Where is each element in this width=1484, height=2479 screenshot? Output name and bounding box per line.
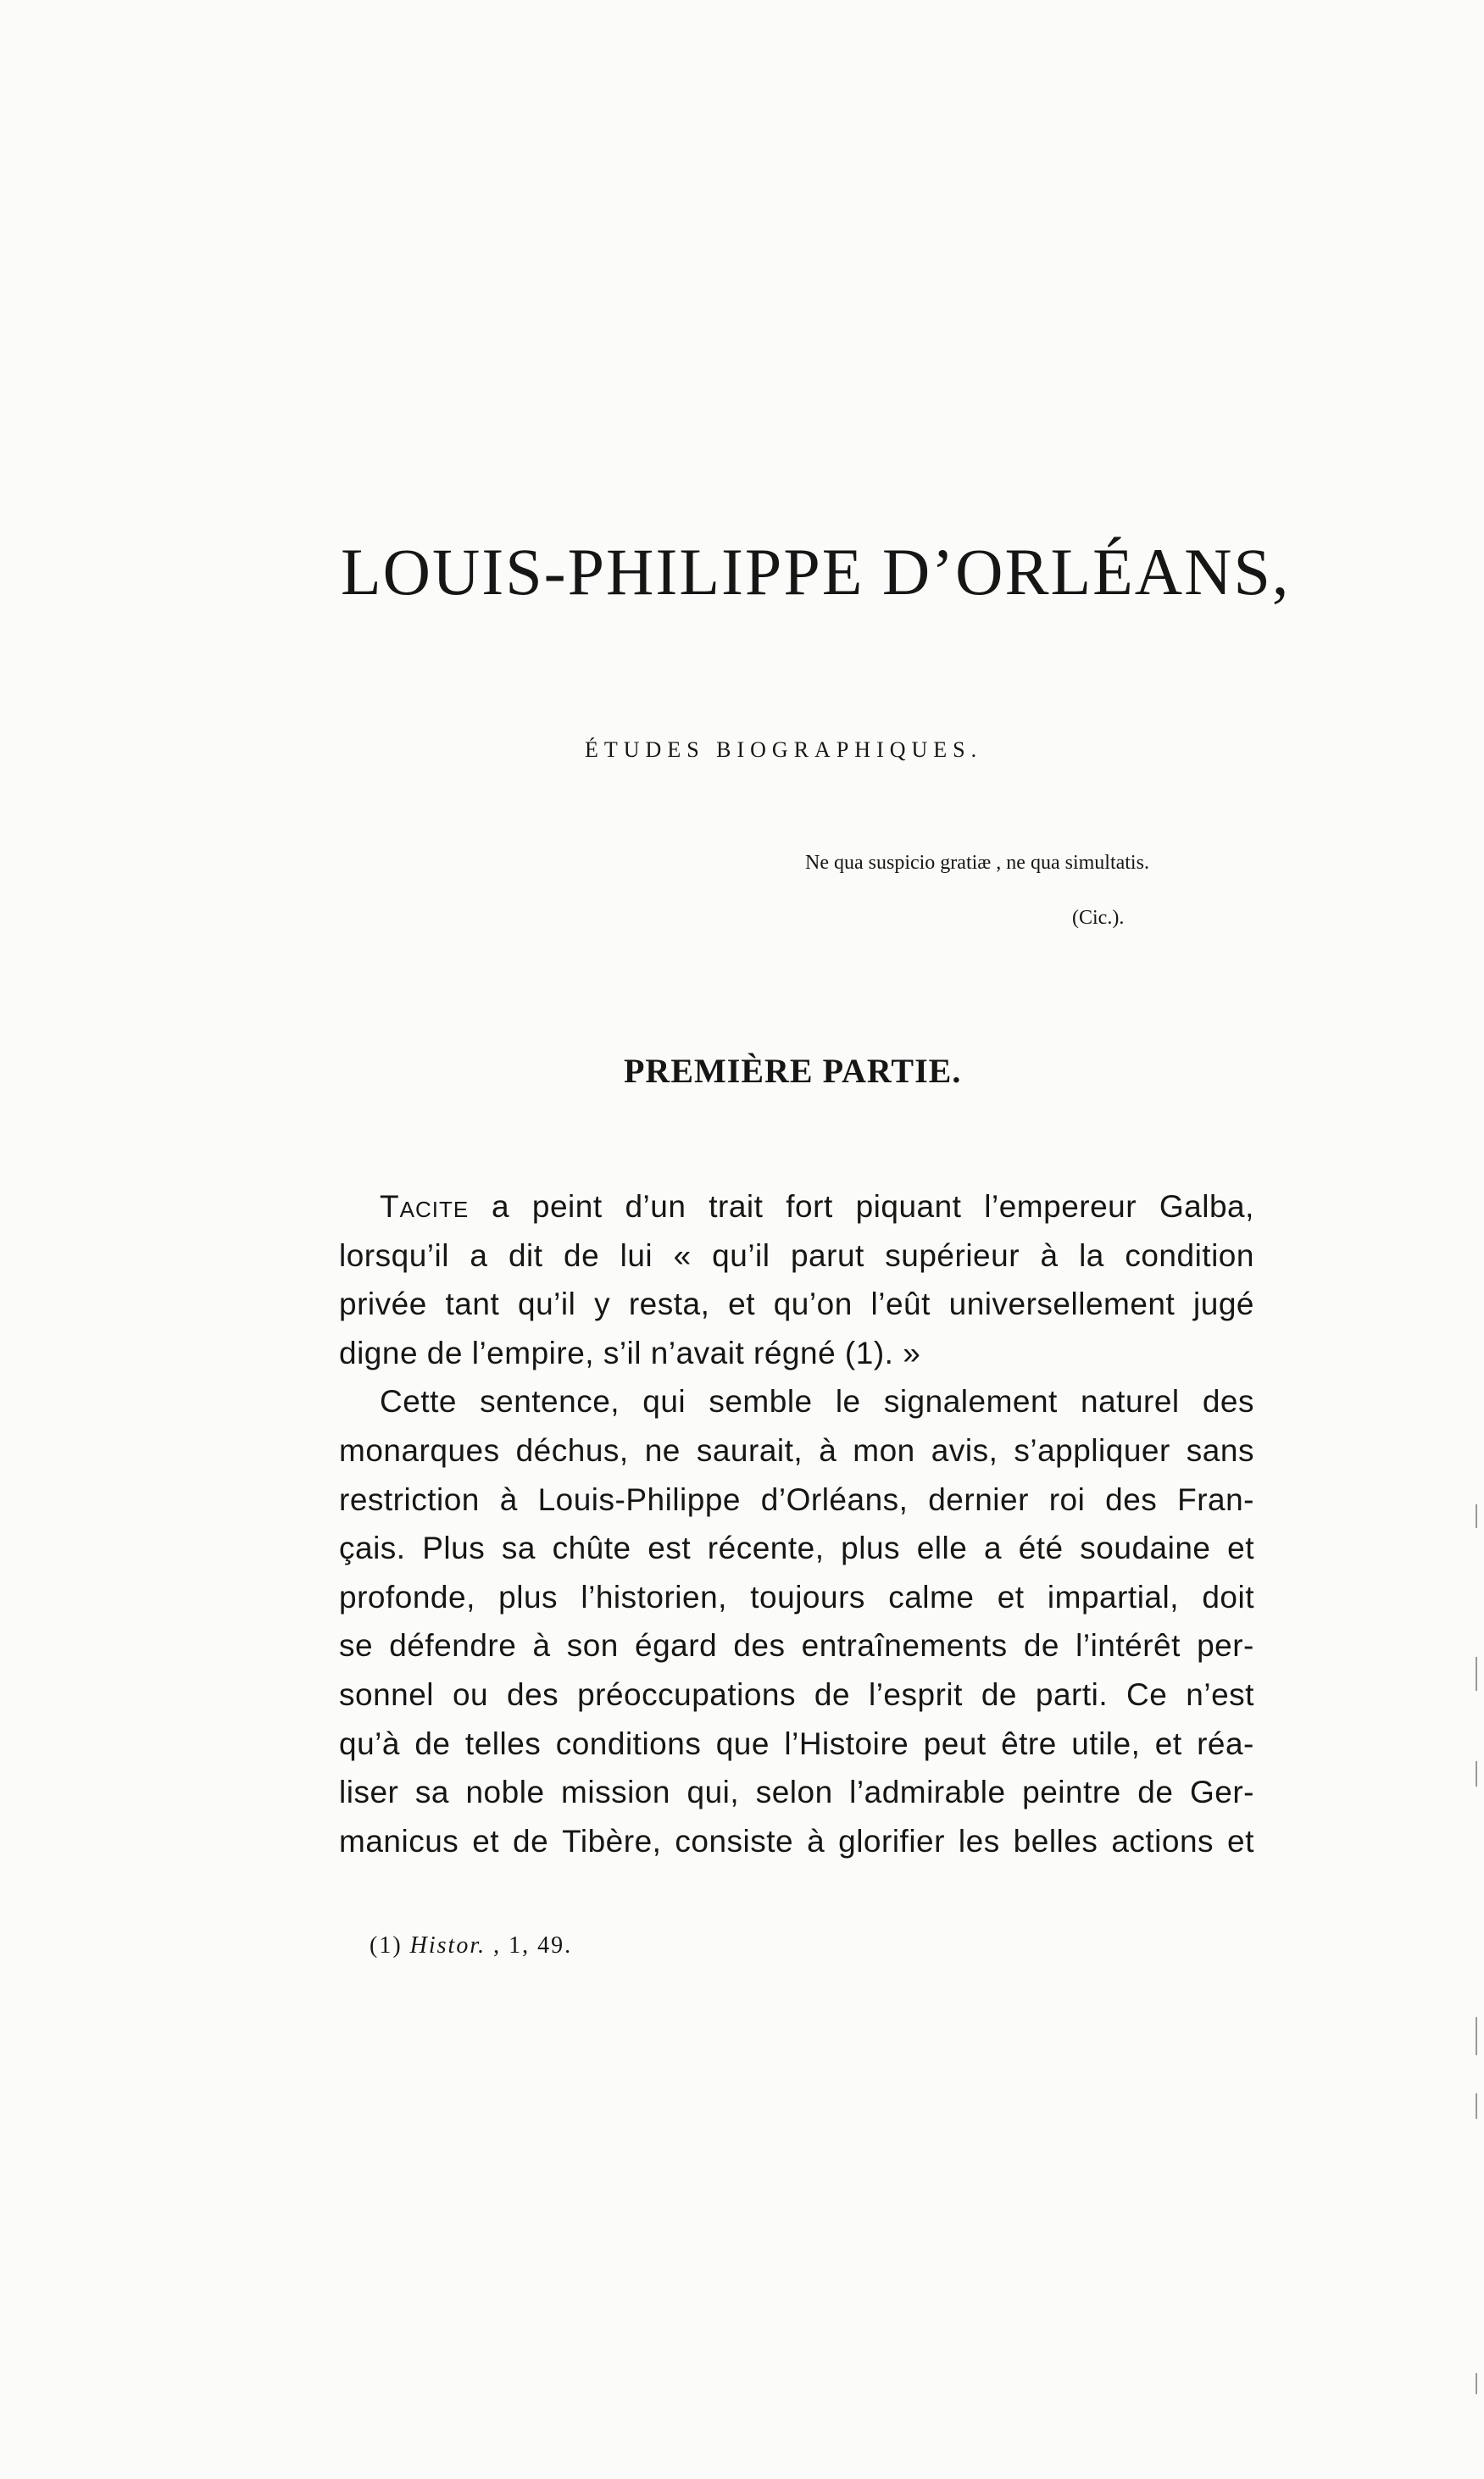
text-line [339,1621,1254,1670]
scan-mark [1476,2373,1477,2394]
word: défendre [389,1628,517,1664]
word: condition [1125,1237,1254,1273]
word: de [513,1823,549,1859]
word: glorifier [838,1823,945,1859]
word: sa [501,1531,536,1566]
word: la [1079,1237,1104,1273]
word: égard [635,1628,718,1664]
word: et [472,1823,500,1859]
word: et [1227,1823,1254,1859]
word: l’Histoire [784,1726,909,1761]
word: trait [709,1189,764,1224]
text-line [339,1670,1254,1720]
word: qu’on [773,1287,853,1322]
word: Fran- [1177,1481,1254,1517]
scan-mark [1476,2093,1477,2119]
word: des [507,1676,559,1712]
word: resta, [628,1287,710,1322]
text-line [339,1476,1254,1525]
word: lui [620,1237,653,1273]
word: de [981,1676,1017,1712]
word: actions [1111,1823,1214,1859]
word: s’appliquer [1014,1432,1170,1468]
scan-mark [1476,1657,1477,1691]
word: consiste [675,1823,794,1859]
word: semble [709,1384,813,1420]
scan-mark [1476,2017,1477,2055]
word: l’eût [870,1287,931,1322]
word: parti. [1035,1676,1109,1712]
text-line [339,1377,1254,1426]
text-line [339,1280,1254,1329]
line-text: digne de l’empire, s’il n’avait régné (1). » [339,1335,921,1370]
document-title: LOUIS-PHILIPPE D’ORLÉANS, [341,535,1291,609]
word: Louis-Philippe [537,1481,741,1517]
word: à [499,1481,518,1517]
word: parut [790,1237,864,1273]
word: liser [339,1775,399,1810]
epigraph-text: Ne qua suspicio gratiæ , ne qua simultatis. [805,852,1149,874]
word: toujours [750,1579,865,1615]
word: Ce [1126,1676,1168,1712]
word: se [339,1628,374,1664]
word: est [648,1531,692,1566]
word: noble [465,1775,545,1810]
word: préoccupations [577,1676,797,1712]
word: y [594,1287,611,1322]
word: qu’il [712,1237,770,1273]
word: chûte [552,1531,631,1566]
text-line [339,1524,1254,1573]
word: ou [452,1676,489,1712]
word: de [1137,1775,1174,1810]
word: déchus, [515,1432,629,1468]
text-line [339,1329,1254,1378]
word: saurait, [696,1432,803,1468]
word: doit [1202,1579,1254,1615]
word: l’admirable [849,1775,1006,1810]
word: des [1202,1384,1254,1420]
footnote [370,1932,572,1959]
body-text [339,1182,1254,1865]
text-line [339,1817,1254,1866]
word: per- [1197,1628,1254,1664]
text-line [339,1720,1254,1769]
word: à [1040,1237,1059,1273]
word: ne [644,1432,681,1468]
word: peint [531,1189,603,1224]
text-line [339,1182,1254,1231]
footnote-rest: , 1, 49. [493,1932,573,1959]
word: plus [498,1579,559,1615]
word: utile, [1071,1726,1141,1761]
word: son [566,1628,619,1664]
word: naturel [1081,1384,1180,1420]
word: à [819,1432,837,1468]
word: conditions [555,1726,702,1761]
word: et [1227,1531,1254,1566]
scan-mark [1476,1504,1477,1528]
word: que [715,1726,770,1761]
scan-mark [1476,1761,1477,1787]
word: dit [508,1237,543,1273]
word: supérieur [885,1237,1020,1273]
word: Tibère, [562,1823,662,1859]
part-heading: PREMIÈRE PARTIE. [624,1052,962,1090]
footnote-ref: Histor. [409,1932,486,1959]
word: roi [1048,1481,1086,1517]
word: Galba, [1159,1189,1254,1224]
word: de [414,1726,451,1761]
word: calme [888,1579,975,1615]
text-line [339,1573,1254,1622]
word: et [1154,1726,1182,1761]
word: l’intérêt [1075,1628,1181,1664]
word: sonnel [339,1676,435,1712]
word: sentence, [480,1384,620,1420]
word: à [532,1628,551,1664]
lead-word: Tacite [380,1189,470,1224]
word: impartial, [1047,1579,1180,1615]
word: l’empereur [984,1189,1137,1224]
word: qu’à [339,1726,400,1761]
word: lorsqu’il [339,1237,449,1273]
word: récente, [707,1531,825,1566]
word: piquant [855,1189,962,1224]
word: tant [445,1287,500,1322]
word: et [997,1579,1025,1615]
word: avis, [931,1432,998,1468]
word: soudaine [1080,1531,1211,1566]
word: sans [1186,1432,1254,1468]
word: profonde, [339,1579,475,1615]
word: fort [786,1189,833,1224]
word: entraînements [801,1628,1008,1664]
text-line [339,1231,1254,1281]
word: restriction [339,1481,480,1517]
word: Cette [380,1384,457,1420]
word: réa- [1197,1726,1254,1761]
word: l’esprit [868,1676,963,1712]
word: de [564,1237,600,1273]
word: à [807,1823,825,1859]
word: « [673,1237,692,1273]
word: mon [853,1432,915,1468]
footnote-marker: (1) [370,1932,403,1959]
word: être [1001,1726,1057,1761]
word: qui [642,1384,686,1420]
word: Ger- [1189,1775,1254,1810]
word: Plus [422,1531,486,1566]
word: jugé [1193,1287,1254,1322]
word: peut [923,1726,987,1761]
word: signalement [883,1384,1058,1420]
word: a [492,1189,510,1224]
word: d’un [625,1189,686,1224]
word: et [728,1287,755,1322]
word: selon [755,1775,833,1810]
document-subtitle: ÉTUDES BIOGRAPHIQUES. [585,737,983,762]
word: qu’il [518,1287,576,1322]
epigraph-source: (Cic.). [1072,907,1125,929]
word: n’est [1186,1676,1254,1712]
word: sa [414,1775,449,1810]
word: peintre [1022,1775,1121,1810]
word: belles [1013,1823,1098,1859]
word: privée [339,1287,427,1322]
word: mission [561,1775,670,1810]
word: telles [464,1726,542,1761]
word: a [470,1237,488,1273]
text-line [339,1426,1254,1476]
word: elle [916,1531,968,1566]
word: qui, [686,1775,740,1810]
word: plus [841,1531,901,1566]
word: les [958,1823,1000,1859]
word: de [1023,1628,1059,1664]
word: des [1105,1481,1158,1517]
word: dernier [928,1481,1029,1517]
word: été [1018,1531,1064,1566]
word: de [814,1676,851,1712]
text-line [339,1768,1254,1817]
word: des [733,1628,786,1664]
word: manicus [339,1823,459,1859]
word: çais. [339,1531,406,1566]
word: a [983,1531,1003,1566]
word: le [835,1384,861,1420]
word: l’historien, [581,1579,727,1615]
word: monarques [339,1432,500,1468]
word: universellement [948,1287,1176,1322]
word: d’Orléans, [760,1481,909,1517]
